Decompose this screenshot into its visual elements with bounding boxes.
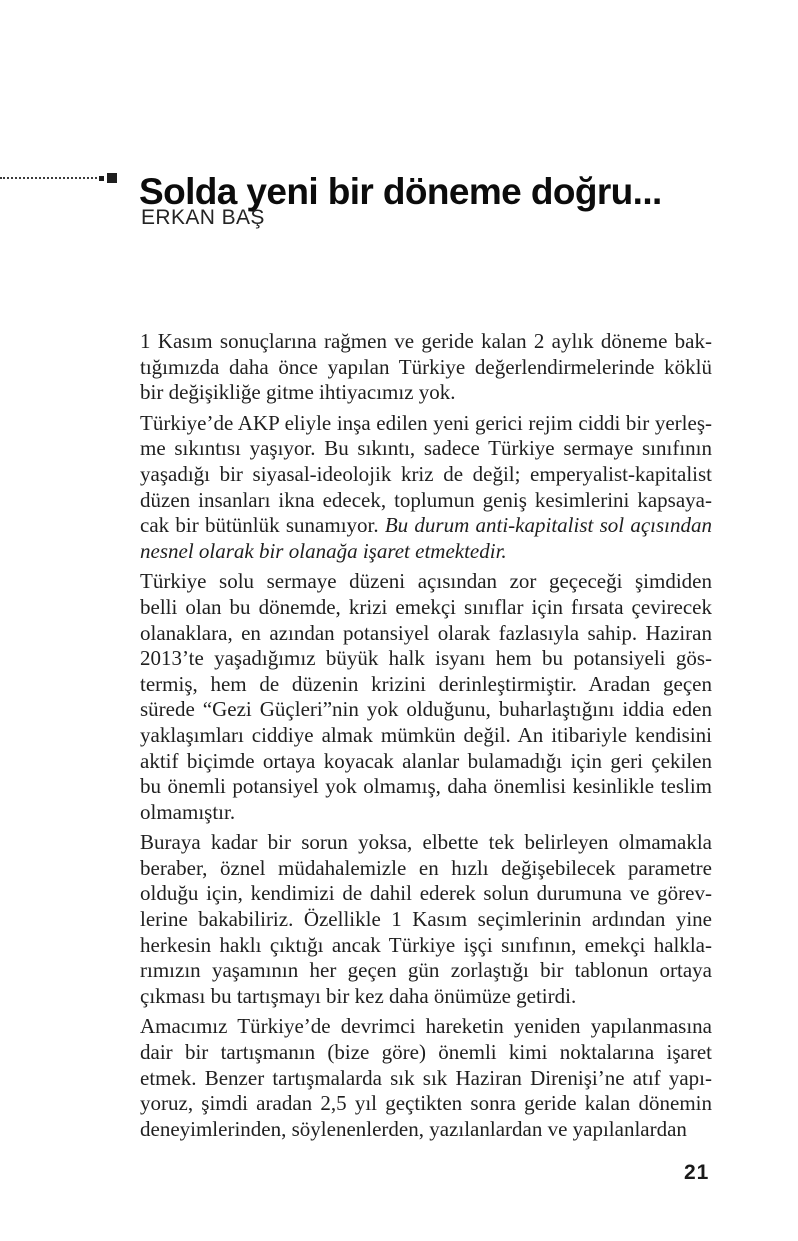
text-line — [140, 907, 712, 933]
text-line — [140, 462, 712, 488]
paragraph — [140, 1014, 712, 1142]
title-leader-decoration — [0, 170, 130, 190]
text-segment: sürede “Gezi Güçleri”nin yok olduğunu, buharlaştığını iddia eden — [140, 697, 712, 722]
text-segment: yoruz, şimdi aradan 2,5 yıl geçtikten sonra geride kalan dönemin — [140, 1091, 712, 1116]
text-segment: düzen insanları ikna edecek, toplumun geniş kesimlerini kapsaya- — [140, 487, 712, 512]
text-line — [140, 513, 712, 539]
text-line — [140, 1091, 712, 1117]
page-number: 21 — [684, 1161, 710, 1184]
article-author: ERKAN BAŞ — [141, 206, 265, 229]
body-text — [140, 329, 712, 1147]
text-segment: aktif biçimde ortaya koyacak alanlar bulamadığı için geri çekilen — [140, 748, 712, 773]
large-square-icon — [107, 173, 117, 183]
text-segment: belli olan bu dönemde, krizi emekçi sınıflar için fırsata çevirecek — [140, 594, 712, 619]
text-segment: tığımızda daha önce yapılan Türkiye değerlendirmelerinde köklü — [140, 354, 712, 379]
text-segment: beraber, öznel müdahalemizle en hızlı değişebilecek parametre — [140, 855, 712, 880]
text-segment: etmek. Benzer tartışmalarda sık sık Haziran Direnişi’ne atıf yapı- — [140, 1065, 712, 1090]
text-line — [140, 436, 712, 462]
text-segment: 2013’te yaşadığımız büyük halk isyanı hem bu potansiyeli gös- — [140, 646, 712, 671]
dotted-leader-line-icon — [0, 177, 97, 179]
text-line — [140, 984, 712, 1010]
text-line — [140, 749, 712, 775]
text-line — [140, 1066, 712, 1092]
text-segment: Türkiye’de AKP eliyle inşa edilen yeni gerici rejim ciddi bir yerleş- — [140, 410, 712, 435]
text-segment: Buraya kadar bir sorun yoksa, elbette tek belirleyen olmamakla — [140, 830, 712, 855]
text-segment: yaklaşımları ciddiye almak mümkün değil. An itibariyle kendisini — [140, 722, 712, 747]
text-line — [140, 933, 712, 959]
text-segment: termiş, hem de düzenin krizini derinleştirmiştir. Aradan geçen — [140, 671, 712, 696]
text-line — [140, 329, 712, 355]
text-line — [140, 881, 712, 907]
text-segment: rımızın yaşamının her geçen gün zorlaştığı bir tablonun ortaya — [140, 958, 712, 983]
text-line — [140, 800, 712, 826]
italic-text-segment: nesnel olarak bir olanağa işaret etmektedir. — [140, 538, 507, 563]
text-segment: 1 Kasım sonuçlarına rağmen ve geride kalan 2 aylık döneme bak- — [140, 329, 712, 353]
paragraph — [140, 411, 712, 565]
small-square-icon — [99, 176, 104, 181]
text-line — [140, 411, 712, 437]
text-segment: bu önemli potansiyel yok olmamış, daha önemlisi kesinlikle teslim — [140, 774, 712, 799]
text-line — [140, 774, 712, 800]
italic-text-segment: Bu durum anti-kapitalist sol açısından — [384, 513, 712, 538]
paragraph — [140, 830, 712, 1009]
text-line — [140, 488, 712, 514]
text-line — [140, 1040, 712, 1066]
text-line — [140, 595, 712, 621]
text-line — [140, 569, 712, 595]
paragraph — [140, 569, 712, 825]
text-segment: Amacımız Türkiye’de devrimci hareketin yeniden yapılanmasına — [140, 1014, 712, 1039]
text-segment: cak bir bütünlük sunamıyor. — [140, 513, 385, 538]
text-line — [140, 380, 712, 406]
article-title: Solda yeni bir döneme doğru... — [139, 170, 662, 212]
text-segment: çıkması bu tartışmayı bir kez daha önümüze getirdi. — [140, 983, 577, 1008]
paragraph — [140, 329, 712, 406]
text-segment: me sıkıntısı yaşıyor. Bu sıkıntı, sadece Türkiye sermaye sınıfının — [140, 436, 712, 461]
text-line — [140, 539, 712, 565]
text-segment: yaşadığı bir siyasal-ideolojik kriz de değil; emperyalist-kapitalist — [140, 461, 712, 486]
text-line — [140, 621, 712, 647]
text-segment: Türkiye solu sermaye düzeni açısından zor geçeceği şimdiden — [140, 569, 712, 594]
text-segment: olmamıştır. — [140, 799, 236, 824]
text-line — [140, 355, 712, 381]
text-line — [140, 958, 712, 984]
text-line — [140, 830, 712, 856]
text-segment: herkesin haklı çıktığı ancak Türkiye işçi sınıfının, emekçi halkla- — [140, 932, 712, 957]
text-segment: olduğu için, kendimizi de dahil ederek solun durumuna ve görev- — [140, 881, 712, 906]
text-line — [140, 723, 712, 749]
text-line — [140, 697, 712, 723]
text-line — [140, 672, 712, 698]
text-line — [140, 1117, 712, 1143]
text-line — [140, 856, 712, 882]
text-line — [140, 646, 712, 672]
text-segment: bir değişikliğe gitme ihtiyacımız yok. — [140, 380, 456, 405]
text-segment: dair bir tartışmanın (bize göre) önemli kimi noktalarına işaret — [140, 1040, 712, 1065]
text-line — [140, 1014, 712, 1040]
text-segment: lerine bakabiliriz. Özellikle 1 Kasım seçimlerinin ardından yine — [140, 907, 712, 932]
text-segment: olanaklara, en azından potansiyel olarak fazlasıyla sahip. Haziran — [140, 620, 712, 645]
text-segment: deneyimlerinden, söylenenlerden, yazılanlardan ve yapılanlardan — [140, 1116, 687, 1141]
